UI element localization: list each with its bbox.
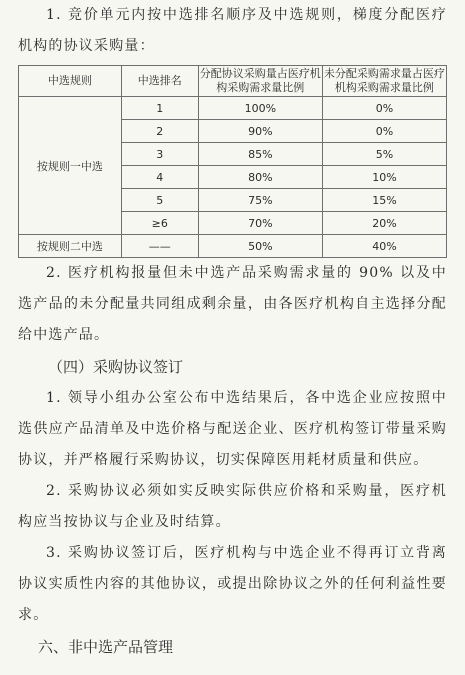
section-heading-non-selected-products: 六、非中选产品管理 (38, 638, 174, 656)
unallocated-cell: 10% (322, 166, 446, 189)
paragraph-agreement-restrictions: 3. 采购协议签订后，医疗机构与中选企业不得再订立背离协议实质性内容的其他协议，或提出除协议之外的任何利益性要求。 (18, 545, 447, 623)
rank-cell: ≥6 (121, 212, 198, 235)
allocated-cell: 100% (198, 97, 322, 120)
allocated-cell: 85% (198, 143, 322, 166)
allocation-table-wrapper (18, 65, 447, 258)
table-row (19, 97, 447, 120)
unallocated-cell: 20% (322, 212, 446, 235)
rank-cell: 2 (121, 120, 198, 143)
allocated-cell: 75% (198, 189, 322, 212)
table-header-row (19, 66, 447, 97)
paragraph-agreement-settlement: 2. 采购协议必须如实反映实际供应价格和采购量，医疗机构应当按协议与企业及时结算。 (18, 483, 447, 530)
header-rule: 中选规则 (19, 66, 122, 97)
allocated-cell: 50% (198, 235, 322, 258)
section-heading-procurement-agreement: （四）采购协议签订 (48, 358, 184, 376)
header-allocated-ratio: 分配协议采购量占医疗机构采购需求量比例 (198, 66, 322, 97)
header-unallocated-ratio: 未分配采购需求量占医疗机构采购需求量比例 (322, 66, 446, 97)
paragraph-agreement-signing: 1. 领导小组办公室公布中选结果后，各中选企业应按照中选供应产品清单及中选价格与配送企业、医疗机构签订带量采购协议，并严格履行采购协议，切实保障医用耗材质量和供应。 (18, 390, 447, 468)
header-rank: 中选排名 (121, 66, 198, 97)
unallocated-cell: 0% (322, 97, 446, 120)
rule-one-cell: 按规则一中选 (19, 97, 122, 235)
rank-cell: 4 (121, 166, 198, 189)
allocated-cell: 80% (198, 166, 322, 189)
rule-two-cell: 按规则二中选 (19, 235, 122, 258)
rank-cell: 5 (121, 189, 198, 212)
allocation-table (18, 65, 447, 258)
paragraph-remaining-quantity: 2. 医疗机构报量但未中选产品采购需求量的 90% 以及中选产品的未分配量共同组成剩余量，由各医疗机构自主选择分配给中选产品。 (18, 265, 447, 343)
paragraph-allocation-intro: 1. 竞价单元内按中选排名顺序及中选规则，梯度分配医疗机构的协议采购量： (18, 7, 447, 54)
rank-cell: 1 (121, 97, 198, 120)
table-row (19, 235, 447, 258)
unallocated-cell: 40% (322, 235, 446, 258)
allocated-cell: 90% (198, 120, 322, 143)
rank-cell: 3 (121, 143, 198, 166)
unallocated-cell: 0% (322, 120, 446, 143)
rank-cell: —— (121, 235, 198, 258)
allocated-cell: 70% (198, 212, 322, 235)
unallocated-cell: 15% (322, 189, 446, 212)
unallocated-cell: 5% (322, 143, 446, 166)
